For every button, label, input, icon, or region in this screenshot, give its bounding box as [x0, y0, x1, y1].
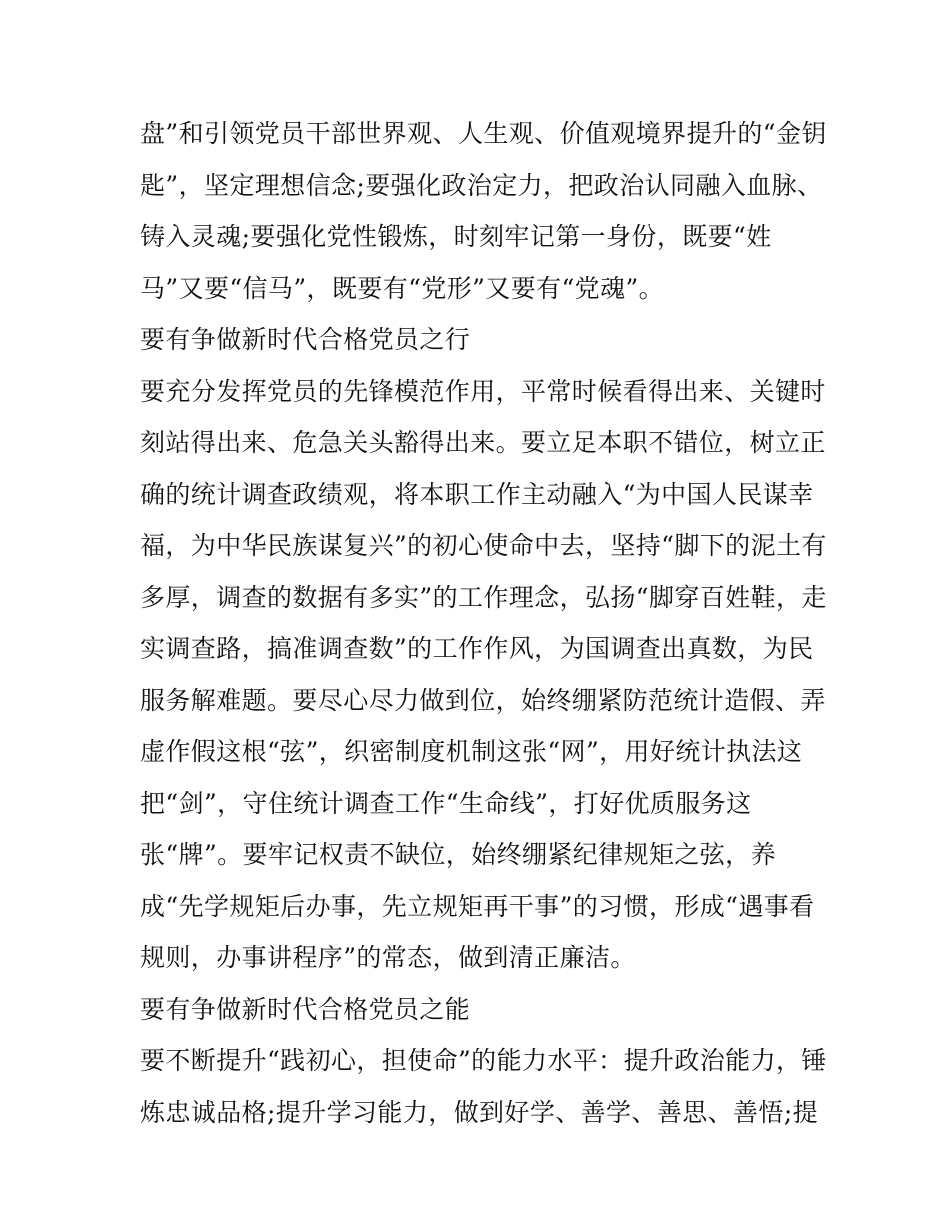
text-line: 多厚，调查的数据有多实”的工作理念，弘扬“脚穿百姓鞋，走: [140, 582, 827, 612]
text-line: 福，为中华民族谋复兴”的初心使命中去，坚持“脚下的泥土有: [140, 531, 827, 560]
text-line: 成“先学规矩后办事，先立规矩再干事”的习惯，形成“遇事看: [140, 891, 815, 921]
text-line: 把“剑”，守住统计调查工作“生命线”，打好优质服务这: [140, 788, 752, 818]
text-line: 张“牌”。要牢记权责不缺位，始终绷紧纪律规矩之弦，养: [140, 840, 776, 869]
text-line: 铸入灵魂;要强化党性锻炼，时刻牢记第一身份，既要“姓: [140, 222, 772, 251]
text-line: 马”又要“信马”，既要有“党形”又要有“党魂”。: [140, 273, 665, 303]
text-line: 服务解难题。要尽心尽力做到位，始终绷紧防范统计造假、弄: [140, 685, 826, 715]
text-line: 匙”，坚定理想信念;要强化政治定力，把政治认同融入血脉、: [140, 170, 823, 200]
text-line: 炼忠诚品格;提升学习能力，做到好学、善学、善思、善悟;提: [140, 1097, 819, 1127]
text-line: 规则，办事讲程序”的常态，做到清正廉洁。: [140, 943, 636, 972]
section-heading: 要有争做新时代合格党员之能: [140, 994, 471, 1024]
text-line: 确的统计调查政绩观，将本职工作主动融入“为中国人民谋幸: [140, 479, 814, 509]
text-line: 实调查路，搞准调查数”的工作作风，为国调查出真数，为民: [140, 634, 814, 663]
document-body: [140, 108, 827, 1138]
text-line: 虚作假这根“弦”，织密制度机制这张“网”，用好统计执法这: [140, 737, 803, 766]
text-line: 要充分发挥党员的先锋模范作用，平常时候看得出来、关键时: [140, 376, 826, 406]
text-line: 要不断提升“践初心，担使命”的能力水平：提升政治能力，锤: [140, 1046, 827, 1075]
text-line: 刻站得出来、危急关头豁得出来。要立足本职不错位，树立正: [140, 428, 826, 457]
text-line: 盘”和引领党员干部世界观、人生观、价值观境界提升的“金钥: [140, 119, 827, 148]
section-heading: 要有争做新时代合格党员之行: [140, 325, 471, 354]
